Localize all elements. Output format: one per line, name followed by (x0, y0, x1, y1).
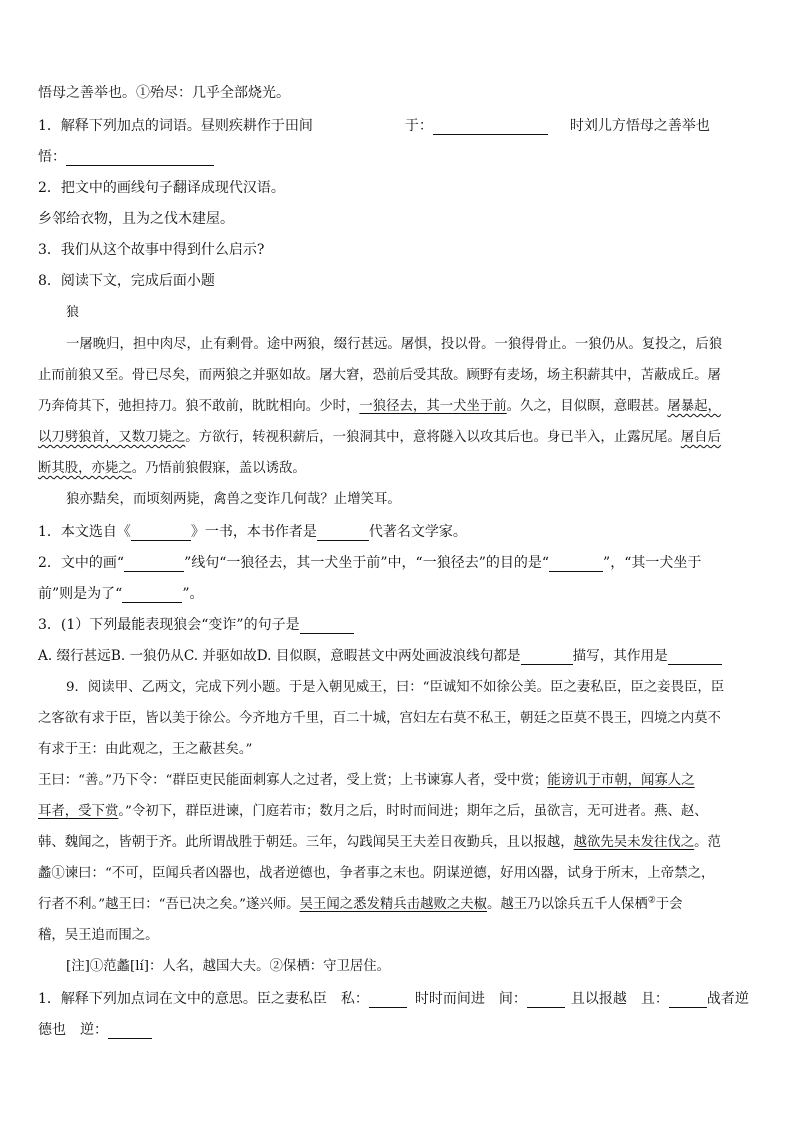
section-9-question-1-cont (38, 1021, 764, 1039)
footnote-line: 悟母之善举也。①殆尽：几乎全部烧光。 (38, 85, 290, 101)
dynasty-blank[interactable] (317, 525, 369, 541)
passage-line: 有求于王：由此观之，王之蔽甚矣。” (38, 742, 253, 757)
passage-text: 王曰：“善。”乃下令：“群臣吏民能面刺寡人之过者，受上赏；上书谏寡人者，受中赏； (38, 773, 548, 788)
intent-blank[interactable] (122, 587, 182, 603)
question-text: 前”则是为了“ (38, 586, 123, 602)
wavy-underlined-sentence: 屠暴起， (667, 399, 721, 414)
yu-answer-blank[interactable] (433, 119, 548, 135)
passage-text: 。方欲行，转视积薪后，一狼洞其中，意将隧入以攻其后也。身已半入，止露尻尾。 (185, 430, 681, 445)
wu-line (38, 148, 764, 166)
section-9-question-1 (38, 990, 764, 1008)
passage-line: 之客欲有求于臣，皆以美于徐公。今齐地方千里，百二十城，宫妇左右莫不私王，朝廷之臣莫不畏王，四境之内莫不 (38, 711, 721, 726)
effect-blank[interactable] (668, 649, 722, 665)
answer-question-3 (38, 616, 764, 634)
underlined-sentence: 能谤讥于市朝，闻寡人之 (547, 773, 695, 788)
section-9-line: 9．阅读甲、乙两文，完成下列小题。于是入朝见威王，曰：“臣诚知不如徐公美。臣之妻私臣，臣之妾畏臣，臣 (66, 680, 725, 695)
section-8-heading: 8．阅读下文，完成后面小题 (38, 273, 215, 289)
question-text: ”线句“一狼径去，其一犬坐于前”中，“一狼径去”的目的是“ (184, 555, 550, 571)
passage-text: 。久之，目似瞑，意暇甚。 (506, 399, 668, 414)
choice-blank[interactable] (300, 618, 354, 634)
passage-text: 行者不利。”越王曰：“吾已决之矣。”遂兴师。 (38, 897, 300, 912)
passage-line (38, 772, 764, 790)
passage-line (38, 398, 764, 416)
answer-question-2-cont (38, 585, 764, 603)
annotation-note: [注]①范蠡[lí]：人名，越国大夫。②保栖：守卫居住。 (66, 959, 391, 974)
question-1-text: 1．解释下列加点的词语。昼则疾耕作于田间 (38, 118, 313, 134)
question-text: 战者逆 (706, 991, 749, 1007)
question-1-sentence: 时刘儿方悟母之善举也 (569, 118, 710, 134)
passage-line (38, 803, 764, 821)
question-text: 1．本文选自《 (38, 524, 131, 540)
book-title-blank[interactable] (131, 525, 191, 541)
passage-text: 。范 (694, 835, 721, 850)
question-text: ”。 (182, 586, 204, 602)
question-text: 》一书，本书作者是 (190, 524, 317, 540)
jian-answer-blank[interactable] (527, 992, 565, 1008)
passage-text: 。越王乃以馀兵五千人保栖 (487, 897, 648, 912)
question-text: 3．(1）下列最能表现狼会“变诈”的句子是 (38, 617, 300, 633)
qie-answer-blank[interactable] (669, 992, 707, 1008)
footnote-marker: ② (647, 895, 656, 906)
question-text: 德也 逆： (38, 1022, 108, 1038)
passage-conclusion: 狼亦黠矣，而顷刻两毙，禽兽之变诈几何哉？止增笑耳。 (66, 492, 401, 507)
description-blank[interactable] (521, 649, 573, 665)
passage-text: 。乃悟前狼假寐，盖以诱敌。 (131, 461, 306, 476)
passage-text: 。”令初下，群臣进谏，门庭若市；数月之后，时时而间进；期年之后，虽欲言，无可进者。燕、赵、 (118, 804, 708, 819)
question-text: 时时而间进 间： (414, 991, 527, 1007)
ni-answer-blank[interactable] (108, 1023, 152, 1039)
passage-line (38, 834, 764, 852)
wavy-underlined-sentence: 断其股，亦毙之 (38, 461, 132, 476)
question-text: 且以报越 且： (570, 991, 669, 1007)
answer-question-2 (38, 554, 764, 572)
question-text: ”，“其一犬坐于 (603, 555, 702, 571)
underlined-sentence: 越欲先吴未发往伐之 (573, 835, 695, 850)
passage-text: 于会 (655, 897, 683, 912)
passage-line (38, 896, 764, 914)
wavy-underlined-sentence: 屠自后 (680, 430, 721, 445)
answer-options (38, 647, 764, 665)
essay-title: 狼 (66, 305, 80, 320)
wavy-underlined-sentence: 以刀劈狼首，又数刀毙之 (38, 430, 186, 445)
question-text: 描写，其作用是 (572, 648, 668, 664)
passage-line: 一屠晚归，担中肉尽，止有剩骨。途中两狼，缀行甚远。屠惧，投以骨。一狼得骨止。一狼仍从。复投之，后狼 (66, 337, 723, 352)
purpose-blank[interactable] (549, 556, 603, 572)
underlined-sentence: 耳者，受下赏 (38, 804, 119, 819)
question-2: 2．把文中的画线句子翻译成现代汉语。 (38, 180, 285, 196)
options-text: A. 缀行甚远B. 一狼仍从C. 并驱如故D. 目似瞑，意暇甚文中两处画波浪线句都是 (38, 648, 521, 664)
question-text: 2．文中的画“ (38, 555, 125, 571)
question-3: 3．我们从这个故事中得到什么启示? (38, 242, 265, 258)
line-type-blank[interactable] (124, 556, 184, 572)
underlined-sentence: 一狼径去，其一犬坐于前 (359, 399, 507, 414)
passage-line (38, 460, 764, 478)
passage-line: 稽，吴王追而围之。 (38, 928, 159, 943)
si-answer-blank[interactable] (369, 992, 407, 1008)
passage-text: 乃奔倚其下，弛担持刀。狼不敢前，眈眈相向。少时， (38, 399, 360, 414)
question-1-line (38, 117, 764, 135)
passage-line (38, 429, 764, 447)
answer-question-1 (38, 523, 764, 541)
underlined-sentence: 吴王闻之悉发精兵击越败之夫椒 (299, 897, 488, 912)
question-text: 1．解释下列加点词在文中的意思。臣之妻私臣 私： (38, 991, 369, 1007)
passage-line: 止而前狼又至。骨已尽矣，而两狼之并驱如故。屠大窘，恐前后受其敌。顾野有麦场，场主积薪其中，苫蔽成丘。屠 (38, 368, 721, 383)
wu-answer-blank[interactable] (66, 150, 214, 166)
question-2-sentence: 乡邻给衣物，且为之伐木建屋。 (38, 211, 234, 227)
passage-text: 韩、魏闻之，皆朝于齐。此所谓战胜于朝廷。三年，勾践闻吴王夫差日夜勤兵，且以报越， (38, 835, 574, 850)
passage-line: 蠡①谏曰：“不可，臣闻兵者凶器也，战者逆德也，争者事之末也。阴谋逆德，好用凶器，试身于所末，上帝禁之， (38, 866, 715, 881)
wu-label: 悟： (38, 149, 66, 165)
question-text: 代著名文学家。 (368, 524, 467, 540)
yu-label: 于： (404, 118, 433, 134)
